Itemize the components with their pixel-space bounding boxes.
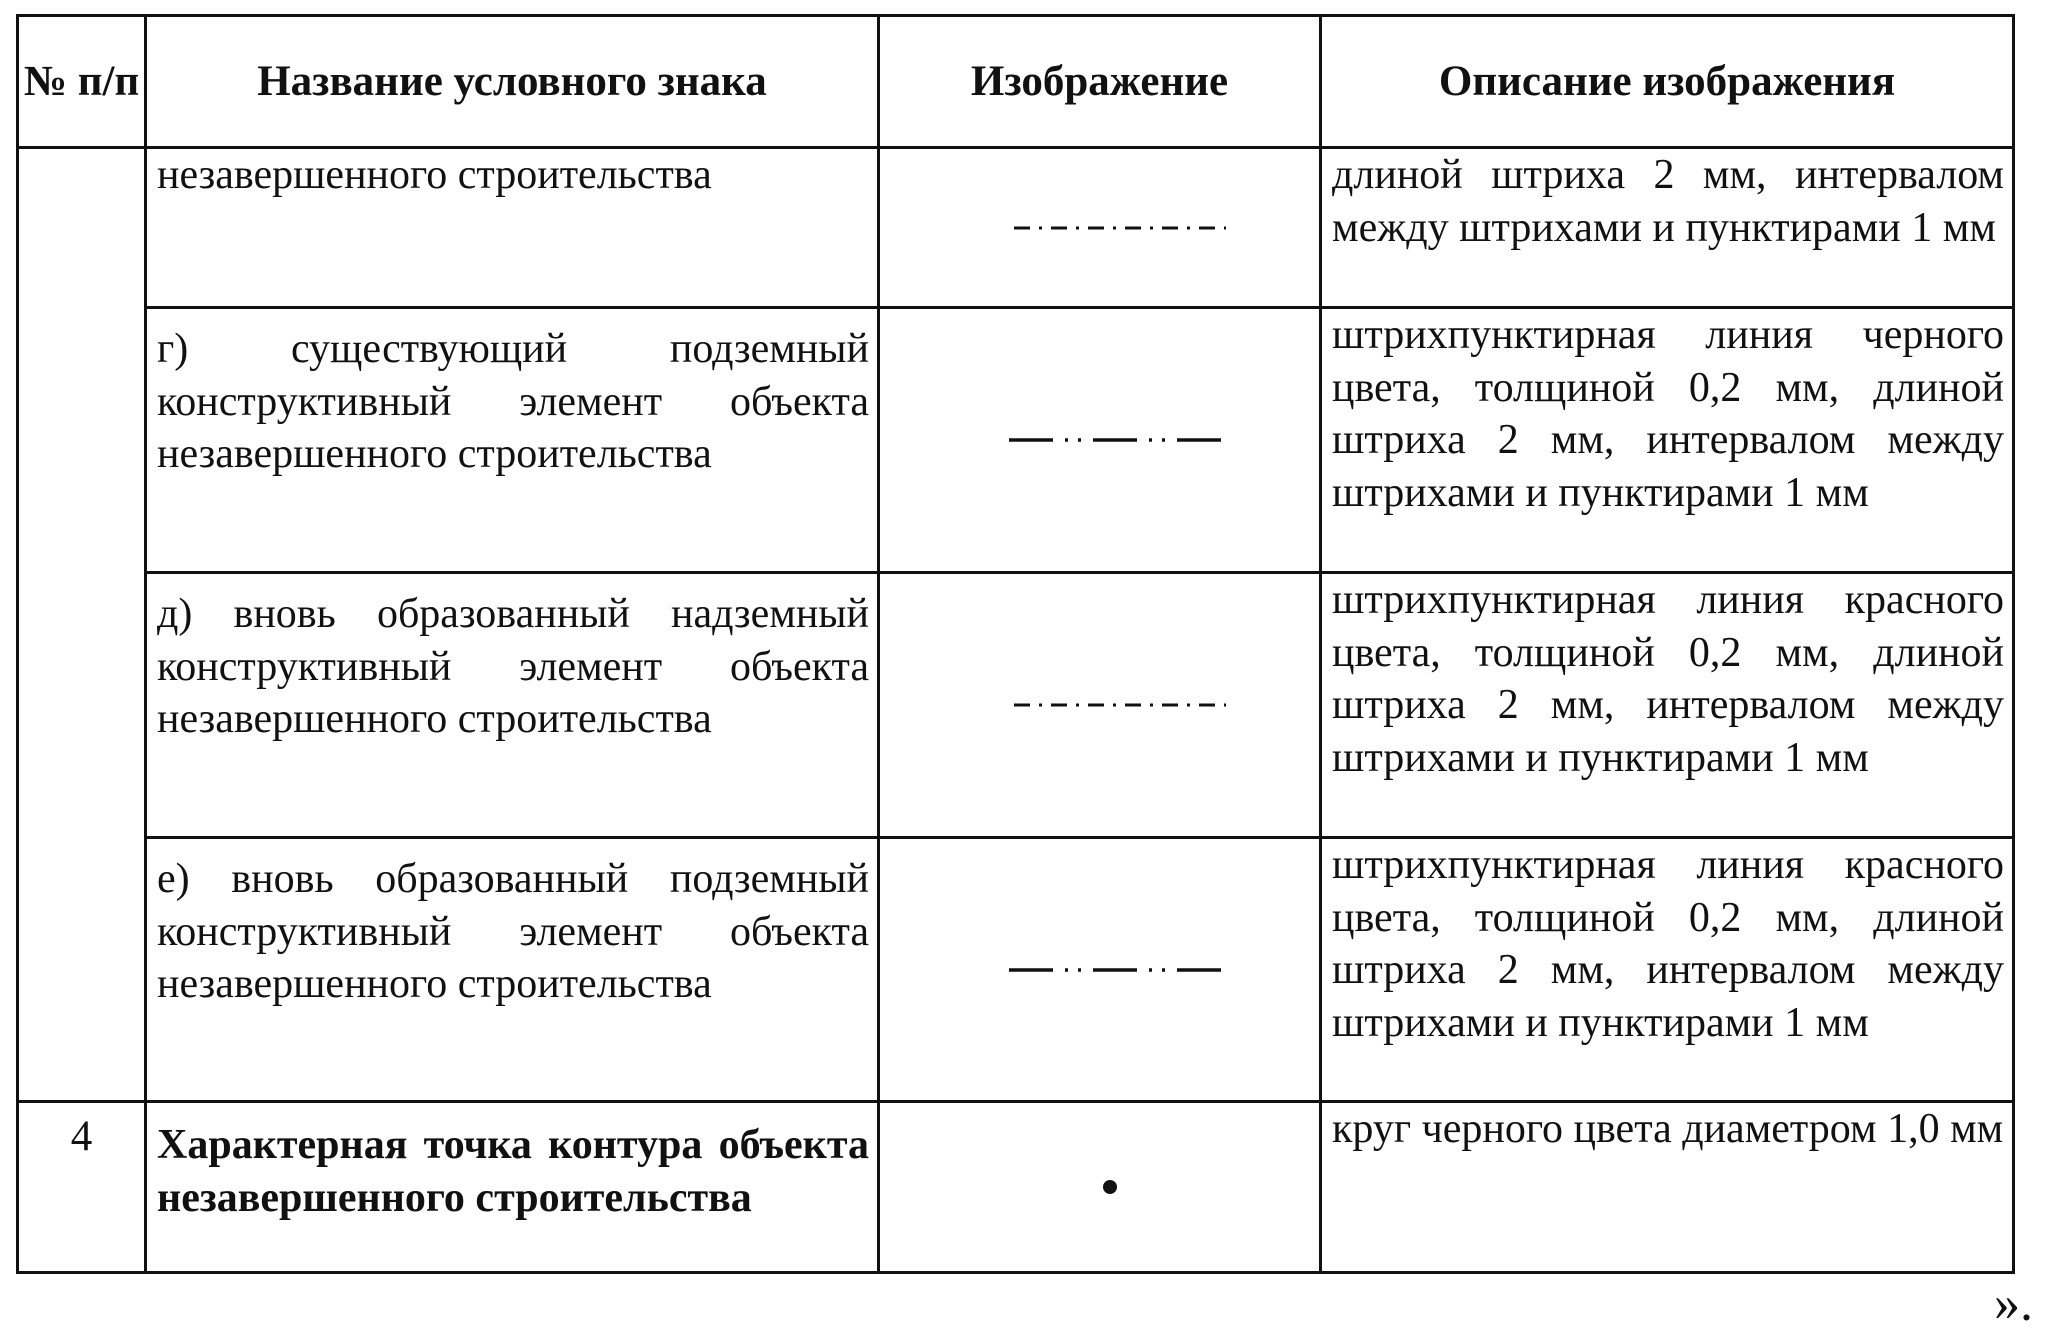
table-row: [18, 573, 2014, 838]
row-name-cell: г) существующий подземный конструктивный элемент объекта незавершенного строительства: [146, 308, 879, 573]
row-description-cell: длиной штриха 2 мм, интервалом между штрихами и пунктирами 1 мм: [1321, 148, 2014, 308]
closing-quote-mark: ».: [1994, 1275, 2033, 1332]
row-name-cell: е) вновь образованный подземный конструктивный элемент объекта незавершенного строительства: [146, 838, 879, 1102]
dash-dot-line-fine-symbol: [1010, 695, 1230, 715]
dash-dot-line-long-symbol: [1005, 960, 1235, 980]
row-image-cell: [879, 1102, 1321, 1273]
row-description-cell: штрихпунктирная линия черного цвета, толщиной 0,2 мм, длиной штриха 2 мм, интервалом между штрихами и пунктирами 1 мм: [1321, 308, 2014, 573]
dot-symbol: [1095, 1172, 1125, 1202]
row-number-cell: 4: [18, 1102, 146, 1273]
row-number-cell: [18, 148, 146, 1102]
legend-table: [16, 14, 2015, 1274]
row-description-cell: круг черного цвета диаметром 1,0 мм: [1321, 1102, 2014, 1273]
row-image-cell: [879, 308, 1321, 573]
table-row: [18, 308, 2014, 573]
row-name-cell: Характерная точка контура объекта незавершенного строительства: [146, 1102, 879, 1273]
row-image-cell: [879, 148, 1321, 308]
table-row: [18, 1102, 2014, 1273]
row-name-cell: незавершенного строительства: [146, 148, 879, 308]
dash-dot-line-long-symbol: [1005, 430, 1235, 450]
header-row: [18, 16, 2014, 148]
header-description: Описание изображения: [1321, 16, 2014, 148]
row-image-cell: [879, 573, 1321, 838]
table-row: [18, 838, 2014, 1102]
header-number: № п/п: [18, 16, 146, 148]
row-description-cell: штрихпунктирная линия красного цвета, толщиной 0,2 мм, длиной штриха 2 мм, интервалом между штрихами и пунктирами 1 мм: [1321, 838, 2014, 1102]
header-image: Изображение: [879, 16, 1321, 148]
table-row: [18, 148, 2014, 308]
header-name: Название условного знака: [146, 16, 879, 148]
row-description-cell: штрихпунктирная линия красного цвета, толщиной 0,2 мм, длиной штриха 2 мм, интервалом между штрихами и пунктирами 1 мм: [1321, 573, 2014, 838]
row-name-cell: д) вновь образованный надземный конструктивный элемент объекта незавершенного строительства: [146, 573, 879, 838]
dash-dot-line-fine-symbol: [1010, 218, 1230, 238]
row-image-cell: [879, 838, 1321, 1102]
